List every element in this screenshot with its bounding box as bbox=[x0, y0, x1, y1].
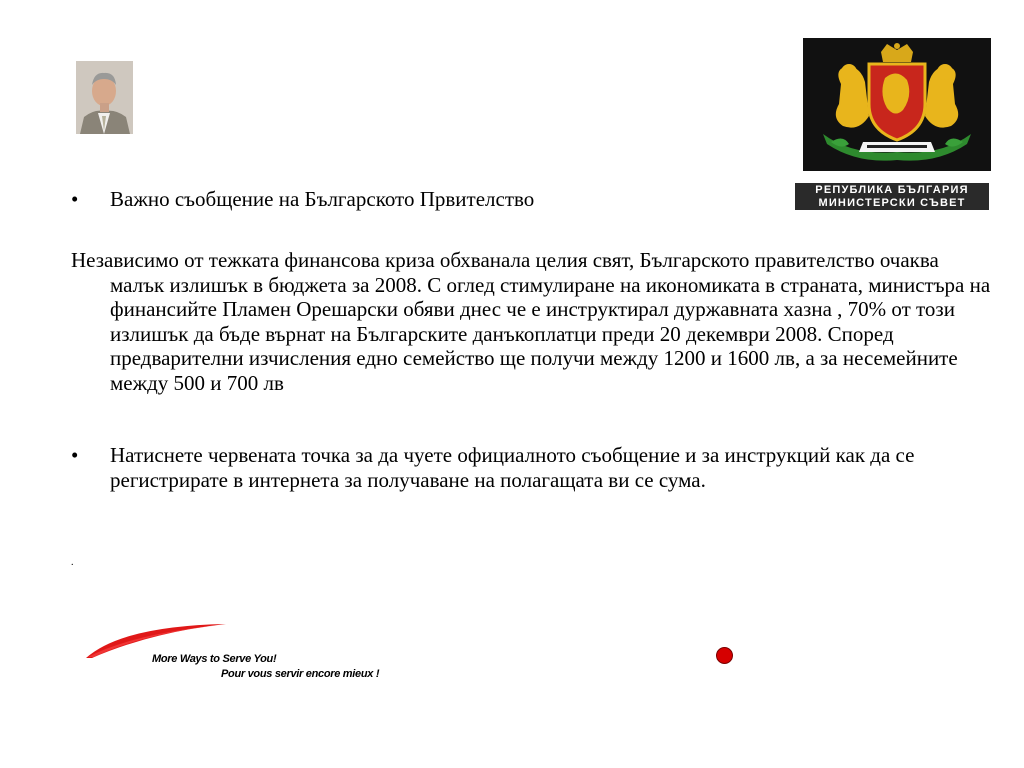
coat-of-arms-emblem bbox=[803, 38, 991, 171]
announcement-heading bbox=[71, 187, 991, 212]
bullet-mark: • bbox=[71, 187, 79, 211]
tagline-french: Pour vous servir encore mieux ! bbox=[221, 668, 380, 680]
instruction-text: Натиснете червената точка за да чуете официалното съобщение и за инструкций как да се регистрирате в интернета за получаване на полагащата ви се сума. bbox=[110, 443, 915, 492]
announcement-body: Независимо от тежката финансова криза обхванала целия свят, Българското правителство очаква малък излишък в бюджета за 2008. С оглед стимулиране на икономиката в страната, министъра на финансийте Пламен Орешарски обяви днес че е инструктирал дуржавната хазна , 70% от този излишък да бъде върнат на Българските данъкоплатци преди 20 декември 2008. Според предварителни изчисления едно семейство ще получи между 1200 и 1600 лв, а за несемейните между 500 и 700 лв bbox=[71, 248, 991, 395]
service-logo bbox=[82, 620, 402, 690]
instruction-bullet bbox=[71, 443, 991, 492]
republic-label-line1: РЕПУБЛИКА БЪЛГАРИЯ bbox=[815, 184, 969, 196]
tagline-english: More Ways to Serve You! bbox=[152, 653, 277, 665]
trailing-mark: . bbox=[71, 557, 74, 568]
play-announcement-red-dot[interactable] bbox=[716, 647, 733, 664]
republic-label-line2: МИНИСТЕРСКИ СЪВЕТ bbox=[818, 196, 966, 209]
announcement-heading-text: Важно съобщение на Българското Првителство bbox=[110, 187, 535, 211]
official-portrait bbox=[76, 61, 133, 134]
bullet-mark: • bbox=[71, 443, 79, 467]
